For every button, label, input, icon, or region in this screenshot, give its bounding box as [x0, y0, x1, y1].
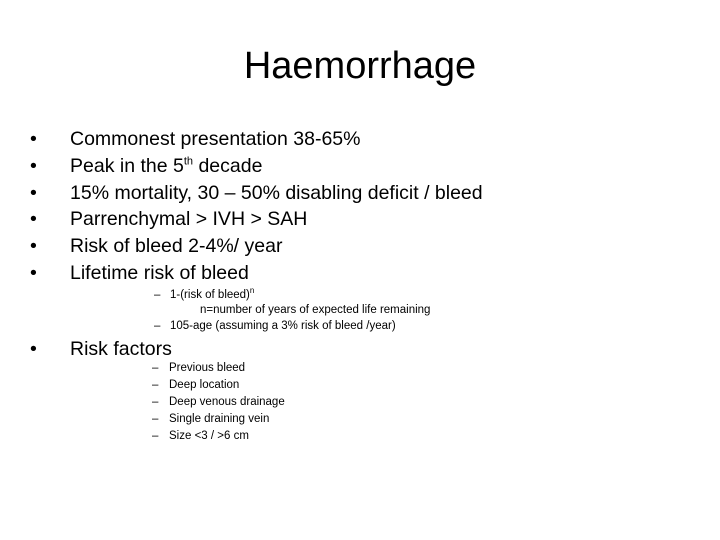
formula-note: n=number of years of expected life remaining [200, 304, 431, 316]
bullet-marker: • [30, 128, 37, 150]
bullet-marker: • [30, 261, 37, 284]
bullet-text-before: Peak in the 5 [70, 154, 184, 177]
bullet-text: Risk of bleed 2-4%/ year [70, 235, 283, 258]
bullet-marker: • [30, 181, 37, 204]
bullet-text: Parrenchymal > IVH > SAH [70, 208, 308, 231]
dash-marker: – [152, 430, 159, 442]
dash-marker: – [152, 362, 159, 374]
dash-marker: – [154, 289, 161, 301]
bullet-text [70, 153, 262, 180]
bullet-text: 15% mortality, 30 – 50% disabling deficit / bleed [70, 181, 483, 204]
bullet-marker: • [30, 235, 37, 258]
dash-marker: – [152, 379, 159, 391]
bullet-text-after: decade [193, 154, 263, 177]
bullet-marker: • [30, 154, 37, 177]
alternative-text: 105-age (assuming a 3% risk of bleed /year) [170, 320, 396, 332]
ordinal-superscript: th [183, 155, 194, 168]
slide-title: Haemorrhage [243, 45, 477, 87]
dash-marker: – [152, 413, 159, 425]
bullet-marker: • [30, 208, 37, 231]
dash-marker: – [152, 396, 159, 408]
bullet-text: Commonest presentation 38-65% [70, 128, 361, 150]
formula-text [170, 287, 254, 303]
risk-factor-text: Single draining vein [169, 413, 270, 425]
formula-base: 1-(risk of bleed) [170, 289, 250, 301]
risk-factor-text: Previous bleed [169, 362, 246, 374]
risk-factor-text: Size <3 / >6 cm [169, 430, 249, 442]
risk-factor-text: Deep location [169, 379, 240, 391]
bullet-text: Lifetime risk of bleed [70, 261, 249, 284]
bullet-marker: • [30, 338, 37, 360]
formula-exponent: n [249, 286, 255, 296]
risk-factor-text: Deep venous drainage [169, 396, 285, 408]
risk-factors-label: Risk factors [70, 338, 172, 360]
dash-marker: – [154, 320, 161, 332]
